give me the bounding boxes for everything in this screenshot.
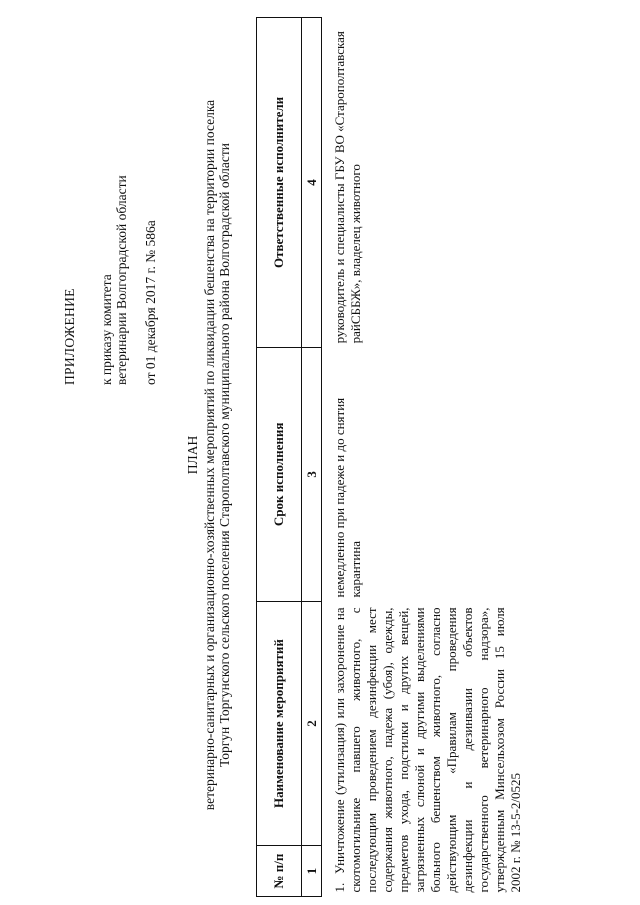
- row-number: 1.: [332, 882, 347, 893]
- table-column-numbers-row: [302, 18, 322, 897]
- appendix-line-2: ветеринарии Волгоградской области: [114, 175, 129, 385]
- row-measure-text: [332, 607, 524, 892]
- column-number-4: 4: [302, 18, 322, 348]
- plan-subtitle-line-1: ветеринарно-санитарных и организационно-хозяйственных мероприятий по ликвидации бешенства на территории поселка: [202, 99, 217, 811]
- table-row: [322, 18, 525, 897]
- appendix-block: [62, 85, 158, 385]
- row-deadline-cell: [322, 347, 525, 601]
- appendix-date: от 01 декабря 2017 г. № 586а: [143, 220, 158, 385]
- row-responsible: руководитель и специалисты ГБУ ВО «Старополтавская райСББЖ», владелец животного: [332, 31, 363, 344]
- plan-heading: [185, 45, 232, 865]
- header-deadline: Срок исполнения: [257, 347, 302, 601]
- header-measure-name: Наименование мероприятий: [257, 601, 302, 845]
- column-number-3: 3: [302, 347, 322, 601]
- column-number-2: 2: [302, 601, 322, 845]
- row-measure-cell: [322, 601, 525, 896]
- table-header-row: [257, 18, 302, 897]
- row-measure-name: Уничтожение (утилизация) или захоронение на скотомогильнике павшего животного, с последующим проведением дезинфекции мест содержания животного, падежа (убоя), одежды, предметов ухода, подстилки и других вещей, загрязненных слюной и другими выделениями больного бешенством животного, согласно действующим «Правилам проведения дезинфекции и дезинвазии объектов государственного ветеринарного надзора», утвержденным Минсельхозом России 15 июля 2002 г. № 13-5-2/0525: [332, 607, 523, 893]
- row-responsible-cell: [322, 18, 525, 348]
- header-number: № п/п: [257, 846, 302, 897]
- measures-table: [256, 17, 524, 897]
- column-number-1: 1: [302, 846, 322, 897]
- appendix-line-1: к приказу комитета: [99, 274, 114, 385]
- appendix-title: ПРИЛОЖЕНИЕ: [62, 288, 77, 385]
- row-deadline: немедленно при падеже и до снятия карантина: [332, 397, 363, 598]
- plan-subtitle-line-2: Торгун Торгунского сельского поселения Старополтавского муниципального района Волгоградской области: [217, 143, 232, 767]
- plan-title: ПЛАН: [185, 435, 200, 475]
- header-responsible: Ответственные исполнители: [257, 18, 302, 348]
